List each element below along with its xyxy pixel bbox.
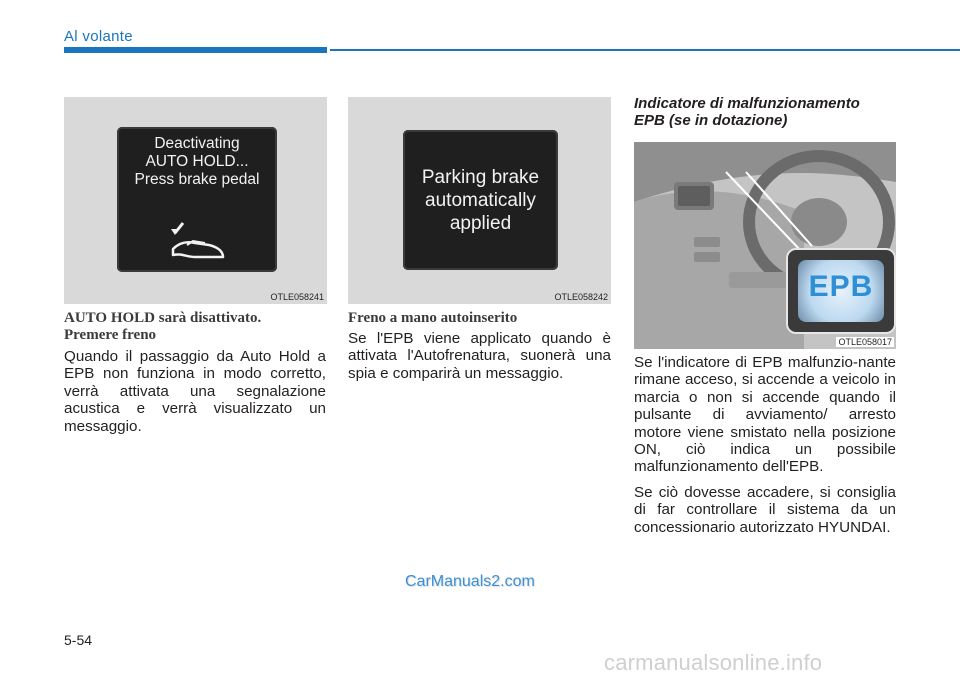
heading-epb-malfunction xyxy=(634,95,896,129)
footer-watermark: carmanualsonline.info xyxy=(604,650,823,675)
epb-indicator-callout xyxy=(786,248,896,334)
figure-auto-hold xyxy=(64,97,327,304)
paragraph: Se ciò dovesse accadere, si consiglia di far controllare il sistema da un concessionario autorizzato HYUNDAI. xyxy=(634,483,896,536)
heading-auto-hold xyxy=(64,310,327,344)
body-parking-brake xyxy=(348,330,611,390)
brake-pedal-icon xyxy=(165,219,229,263)
body-epb-malfunction xyxy=(634,354,896,544)
header-rule-thick xyxy=(64,47,327,53)
figure-code: OTLE058242 xyxy=(554,292,608,302)
paragraph: Se l'indicatore di EPB malfunzio-nante rimane acceso, si accende a veicolo in marcia o non si accende quando il pulsante di avviamento/ arresto motore viene smistato nella posizione ON, ciò indica un possibile malfunzionamento dell'EPB. xyxy=(634,354,896,476)
figure-code: OTLE058241 xyxy=(270,292,324,302)
page-number: 5-54 xyxy=(64,632,93,648)
figure-parking-brake xyxy=(348,97,611,304)
heading-line: EPB (se in dotazione) xyxy=(634,112,788,129)
cluster-display xyxy=(117,127,277,272)
body-auto-hold xyxy=(64,348,326,443)
display-message: Deactivating AUTO HOLD... Press brake pedal xyxy=(134,135,260,188)
paragraph: Se l'EPB viene applicato quando è attivata l'Autofrenatura, suonerà una spia e comparirà un messaggio. xyxy=(348,330,611,382)
epb-indicator-label: EPB xyxy=(808,270,874,303)
cluster-display xyxy=(403,130,558,270)
heading-line: AUTO HOLD sarà disattivato. xyxy=(64,310,262,326)
watermark-link[interactable]: CarManuals2.com xyxy=(405,573,535,590)
paragraph: Quando il passaggio da Auto Hold a EPB non funziona in modo corretto, verrà attivata una segnalazione acustica e verrà visualizzato un messaggio. xyxy=(64,348,326,435)
figure-epb-dashboard xyxy=(634,142,896,349)
display-message: Parking brake automatically applied xyxy=(421,167,540,234)
heading-line: Indicatore di malfunzionamento xyxy=(634,95,860,112)
header-rule-thin xyxy=(330,49,960,51)
heading-parking-brake: Freno a mano autoinserito xyxy=(348,310,518,326)
heading-line: Premere freno xyxy=(64,327,157,343)
section-title: Al volante xyxy=(64,28,133,45)
figure-code: OTLE058017 xyxy=(838,337,892,347)
